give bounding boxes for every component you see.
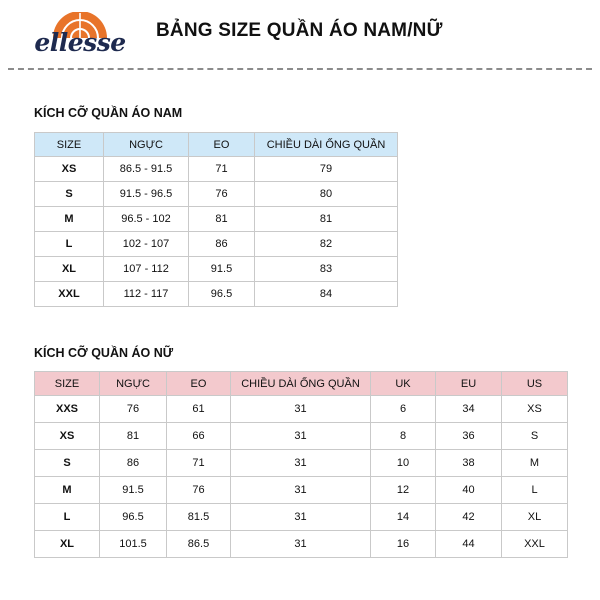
- table-row: [35, 396, 568, 423]
- table-cell: 71: [167, 450, 231, 477]
- men-section-title: KÍCH CỠ QUẦN ÁO NAM: [34, 106, 183, 120]
- column-header: NGỰC: [100, 372, 167, 396]
- table-cell: 91.5: [100, 477, 167, 504]
- table-row: [35, 157, 398, 182]
- table-cell: 81: [189, 207, 255, 232]
- size-cell: M: [35, 477, 100, 504]
- table-cell: 82: [255, 232, 398, 257]
- table-row: [35, 232, 398, 257]
- table-cell: 31: [231, 423, 371, 450]
- column-header: UK: [371, 372, 436, 396]
- column-header: US: [502, 372, 568, 396]
- table-row: [35, 282, 398, 307]
- table-cell: 42: [436, 504, 502, 531]
- table-row: [35, 504, 568, 531]
- table-cell: 81: [100, 423, 167, 450]
- column-header: SIZE: [35, 133, 104, 157]
- table-cell: 84: [255, 282, 398, 307]
- table-cell: XXL: [502, 531, 568, 558]
- table-cell: 31: [231, 396, 371, 423]
- table-cell: 102 - 107: [104, 232, 189, 257]
- table-cell: 44: [436, 531, 502, 558]
- women-header-row: [35, 372, 568, 396]
- column-header: SIZE: [35, 372, 100, 396]
- table-cell: 107 - 112: [104, 257, 189, 282]
- table-cell: 36: [436, 423, 502, 450]
- table-row: [35, 207, 398, 232]
- table-cell: 31: [231, 450, 371, 477]
- table-cell: 8: [371, 423, 436, 450]
- table-cell: 96.5: [100, 504, 167, 531]
- table-cell: M: [502, 450, 568, 477]
- table-cell: 76: [189, 182, 255, 207]
- table-cell: 101.5: [100, 531, 167, 558]
- table-cell: XL: [502, 504, 568, 531]
- women-section-title: KÍCH CỠ QUẦN ÁO NỮ: [34, 346, 174, 360]
- women-size-table: [34, 371, 568, 558]
- ellesse-logo: [26, 12, 134, 58]
- size-cell: XXS: [35, 396, 100, 423]
- dashed-divider: [8, 68, 592, 70]
- table-cell: 31: [231, 531, 371, 558]
- table-cell: 86: [189, 232, 255, 257]
- column-header: EO: [167, 372, 231, 396]
- size-cell: XXL: [35, 282, 104, 307]
- header: [0, 0, 600, 68]
- table-cell: 91.5: [189, 257, 255, 282]
- table-cell: 86.5: [167, 531, 231, 558]
- table-cell: 10: [371, 450, 436, 477]
- table-cell: 80: [255, 182, 398, 207]
- column-header: EU: [436, 372, 502, 396]
- table-cell: 79: [255, 157, 398, 182]
- column-header: CHIỀU DÀI ỐNG QUẦN: [231, 372, 371, 396]
- table-cell: 86: [100, 450, 167, 477]
- table-cell: L: [502, 477, 568, 504]
- table-cell: 86.5 - 91.5: [104, 157, 189, 182]
- table-row: [35, 531, 568, 558]
- logo-text: ellesse: [34, 28, 126, 57]
- size-cell: S: [35, 182, 104, 207]
- men-size-table: [34, 132, 398, 307]
- table-cell: S: [502, 423, 568, 450]
- table-cell: 34: [436, 396, 502, 423]
- table-cell: 76: [167, 477, 231, 504]
- table-cell: 71: [189, 157, 255, 182]
- table-row: [35, 182, 398, 207]
- size-cell: XS: [35, 157, 104, 182]
- table-cell: 31: [231, 504, 371, 531]
- table-row: [35, 257, 398, 282]
- table-cell: 81.5: [167, 504, 231, 531]
- size-cell: L: [35, 232, 104, 257]
- size-cell: XL: [35, 531, 100, 558]
- table-cell: 83: [255, 257, 398, 282]
- column-header: EO: [189, 133, 255, 157]
- table-cell: 16: [371, 531, 436, 558]
- size-cell: L: [35, 504, 100, 531]
- table-row: [35, 450, 568, 477]
- column-header: CHIỀU DÀI ỐNG QUẦN: [255, 133, 398, 157]
- column-header: NGỰC: [104, 133, 189, 157]
- table-cell: 76: [100, 396, 167, 423]
- table-cell: 14: [371, 504, 436, 531]
- table-cell: XS: [502, 396, 568, 423]
- table-row: [35, 423, 568, 450]
- size-cell: S: [35, 450, 100, 477]
- table-cell: 81: [255, 207, 398, 232]
- table-cell: 6: [371, 396, 436, 423]
- table-cell: 112 - 117: [104, 282, 189, 307]
- table-cell: 91.5 - 96.5: [104, 182, 189, 207]
- size-cell: XS: [35, 423, 100, 450]
- page-title: BẢNG SIZE QUẦN ÁO NAM/NỮ: [156, 20, 443, 41]
- men-header-row: [35, 133, 398, 157]
- table-row: [35, 477, 568, 504]
- table-cell: 40: [436, 477, 502, 504]
- table-cell: 38: [436, 450, 502, 477]
- size-cell: XL: [35, 257, 104, 282]
- table-cell: 12: [371, 477, 436, 504]
- size-cell: M: [35, 207, 104, 232]
- table-cell: 96.5: [189, 282, 255, 307]
- table-cell: 96.5 - 102: [104, 207, 189, 232]
- table-cell: 66: [167, 423, 231, 450]
- table-cell: 61: [167, 396, 231, 423]
- table-cell: 31: [231, 477, 371, 504]
